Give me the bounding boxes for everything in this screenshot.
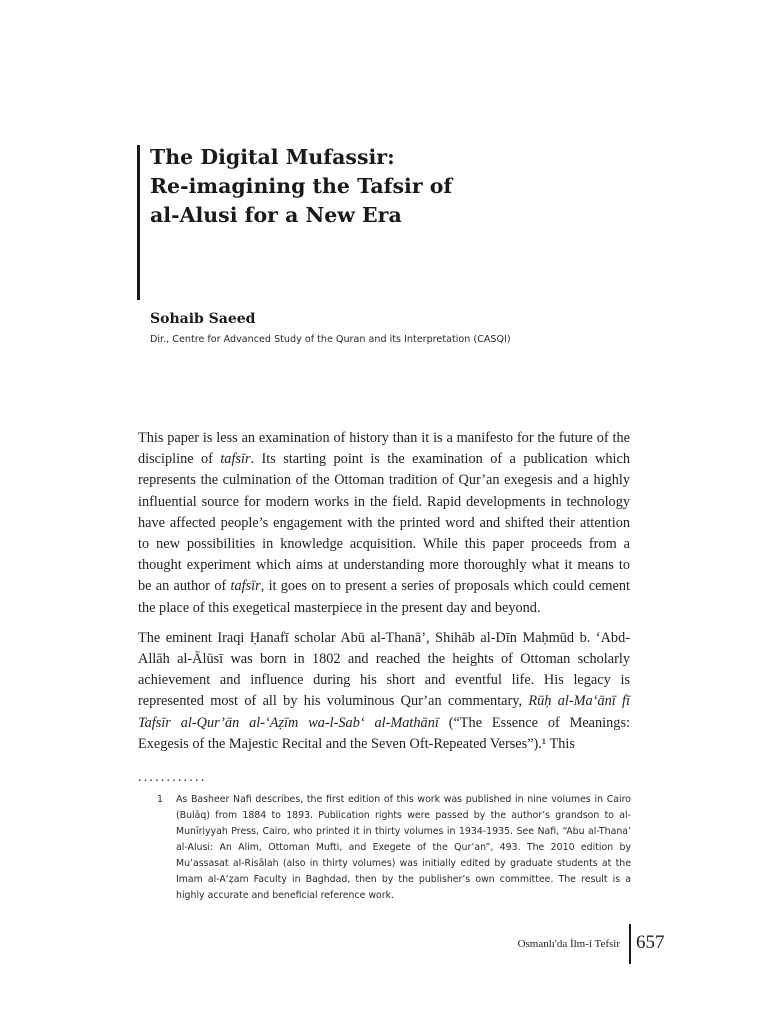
author-name: Sohaib Saeed xyxy=(150,311,256,327)
footnote-separator: ............ xyxy=(138,770,207,785)
footnote xyxy=(157,792,631,904)
paragraph-text: . Its starting point is the examination of a publication which represents the culmination of the Ottoman tradition of Qur’an exegesis and a highly influential source for modern works in the field. Rapid developments in technology have affected people’s engagement with the printed word and shifted their attention to new possibilities in knowledge acquisition. While this paper proceeds from a thought experiment which aims at understanding more thoroughly what it means to be an author of xyxy=(138,451,630,595)
page-number-rule xyxy=(629,924,631,964)
paragraph-2 xyxy=(138,628,630,755)
paragraph-text: (“The Essence of Meanings: Exegesis of the Majestic Recital and the Seven Oft-Repeated Verses”).¹ This xyxy=(138,714,630,752)
footnote-number: 1 xyxy=(157,794,163,805)
paragraph-italic-term: tafsīr xyxy=(230,578,261,595)
running-title: Osmanlı'da İlm-i Tefsir xyxy=(517,938,620,950)
paragraph-text: This paper is less an examination of history than it is a manifesto for the future of the discipline of xyxy=(138,430,630,468)
footnote-text: As Basheer Nafi describes, the first edition of this work was published in nine volumes in Cairo (Bulāq) from 1884 to 1893. Publication rights were passed by the author’s grandson to al-Munīriyyah Press, Cairo, who printed it in thirty volumes in 1934-1935. See Nafi, “Abu al-Thana’ al-Alusi: An Alim, Ottoman Mufti, and Exegete of the Qur’an”, 493. The 2010 edition by Mu’assasat al-Risālah (also in thirty volumes) was initially edited by graduate students at the Imam al-A‘ẓam Faculty in Baghdad, then by the publisher’s own committee. The result is a highly accurate and beneficial reference work. xyxy=(176,794,631,901)
author-affiliation: Dir., Centre for Advanced Study of the Quran and its Interpretation (CASQI) xyxy=(150,334,511,345)
title-line-2: Re-imagining the Tafsir of xyxy=(150,174,453,198)
paragraph-italic-term: tafsīr xyxy=(220,451,251,468)
title-line-3: al-Alusi for a New Era xyxy=(150,203,402,227)
paragraph-text: The eminent Iraqi Ḥanafī scholar Abū al-Thanā’, Shihāb al-Dīn Maḥmūd b. ‘Abd-Allāh al-Ālūsī was born in 1802 and reached the heights of Ottoman scholarly achievement and influence during his short and eventful life. His legacy is represented most of all by his voluminous Qur’an commentary, xyxy=(138,629,630,710)
article-body xyxy=(138,428,630,764)
title-accent-rule xyxy=(137,145,140,300)
title-line-1: The Digital Mufassir: xyxy=(150,145,395,169)
paragraph-1 xyxy=(138,428,630,619)
paragraph-italic-work-title: Rūḥ al-Ma‘ānī fī Tafsīr al-Qur’ān al-‘Aẓīm wa-l-Sab‘ al-Mathānī xyxy=(138,693,630,731)
article-title xyxy=(150,143,570,230)
page-number: 657 xyxy=(636,932,665,953)
paragraph-text: , it goes on to present a series of proposals which could cement the place of this exegetical masterpiece in the present day and beyond. xyxy=(138,578,631,616)
